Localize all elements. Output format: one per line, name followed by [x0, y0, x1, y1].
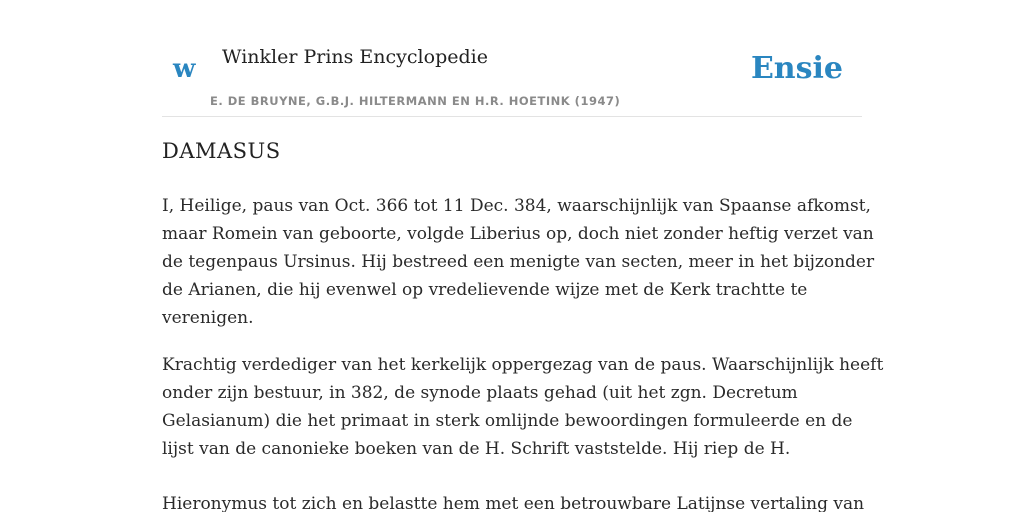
article-title: DAMASUS — [162, 139, 281, 163]
paragraph-line: I, Heilige, paus van Oct. 366 tot 11 Dec. 384, waarschijnlijk van Spaanse afkomst, — [162, 196, 871, 216]
paragraph-1 — [162, 192, 875, 332]
logo-w-icon[interactable]: w — [173, 54, 196, 84]
authors-line: E. DE BRUYNE, G.B.J. HILTERMANN EN H.R. HOETINK (1947) — [210, 94, 621, 108]
paragraph-line: verenigen. — [162, 308, 254, 328]
paragraph-line: de tegenpaus Ursinus. Hij bestreed een menigte van secten, meer in het bijzonder — [162, 252, 875, 272]
paragraph-line: Gelasianum) die het primaat in sterk omlijnde bewoordingen formuleerde en de — [162, 411, 853, 431]
site-header — [162, 38, 862, 117]
paragraph-line: Krachtig verdediger van het kerkelijk oppergezag van de paus. Waarschijnlijk heeft — [162, 355, 884, 375]
paragraph-line: Hieronymus tot zich en belastte hem met een betrouwbare Latijnse vertaling van — [162, 494, 865, 512]
paragraph-line: lijst van de canonieke boeken van de H. Schrift vaststelde. Hij riep de H. — [162, 439, 791, 459]
paragraph-line: maar Romein van geboorte, volgde Liberius op, doch niet zonder heftig verzet van — [162, 224, 874, 244]
site-title: Winkler Prins Encyclopedie — [222, 46, 488, 68]
paragraph-line: de Arianen, die hij evenwel op vredelievende wijze met de Kerk trachtte te — [162, 280, 808, 300]
paragraph-2 — [162, 351, 884, 463]
paragraph-3 — [162, 490, 865, 512]
paragraph-line: onder zijn bestuur, in 382, de synode plaats gehad (uit het zgn. Decretum — [162, 383, 798, 403]
ensie-brand-link[interactable]: Ensie — [750, 51, 843, 86]
